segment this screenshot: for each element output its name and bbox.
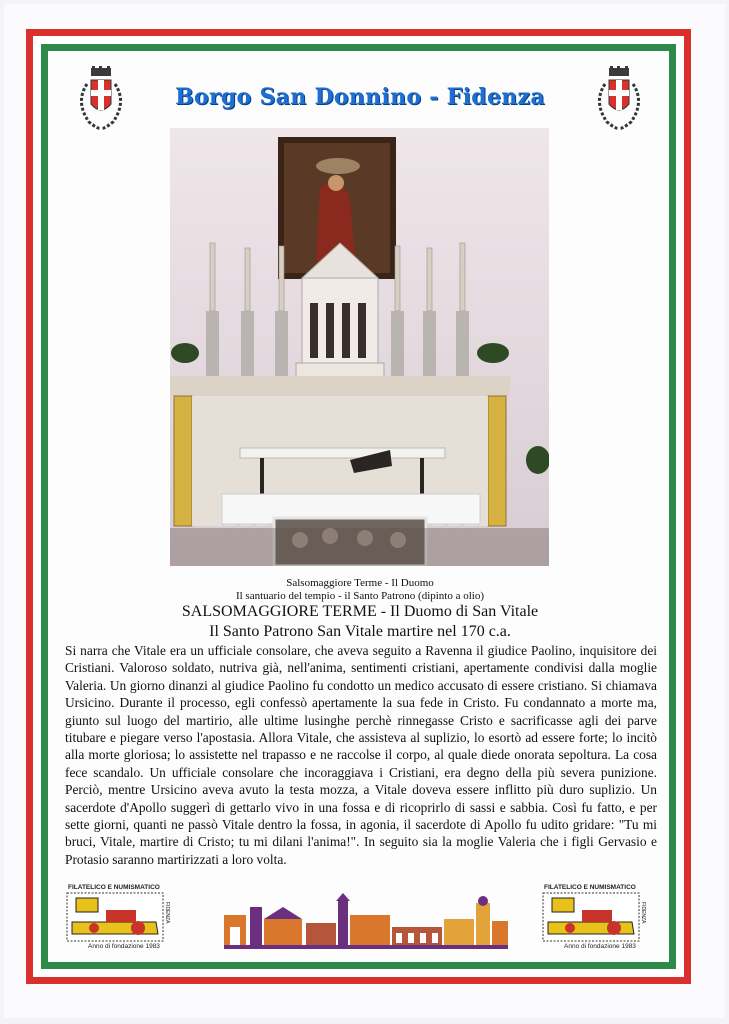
stamp-header-text: FILATELICO E NUMISMATICO <box>544 884 636 891</box>
city-crest-icon <box>71 66 131 138</box>
stamp-header-text: FILATELICO E NUMISMATICO <box>68 884 160 891</box>
stamp-footer-text: Anno di fondazione 1983 <box>564 943 636 950</box>
photo-caption-line1: Salsomaggiore Terme - Il Duomo <box>286 577 434 589</box>
train-stamp-icon <box>66 892 182 944</box>
stamp-side-text: FIDENZA <box>640 902 646 924</box>
city-skyline-icon <box>224 893 508 949</box>
photo-caption-line2: Il santuario del tempio - il Santo Patrono (dipinto a olio) <box>235 590 485 602</box>
section-subheading: Il Santo Patrono San Vitale martire nel 170 c.a. <box>209 623 511 640</box>
section-heading: SALSOMAGGIORE TERME - Il Duomo di San Vitale <box>181 603 539 620</box>
stamp-side-text: FIDENZA <box>164 902 170 924</box>
page-title: Borgo San Donnino - Fidenza <box>175 84 545 110</box>
story-paragraph: Si narra che Vitale era un ufficiale consolare, che aveva seguito a Ravenna il giudice Paolino, inquisitore dei Cristiani. Valoroso soldato, nutriva già, nell'anima, sentimenti cristiani, apertamente condivisi dalla moglie Valeria. Un giorno dinanzi al giudice Paolino fu condotto un medico accusato di essere cristiano. Si chiamava Ursicino. Durante il processo, egli confessò apertamente la sua fede in Cristo. Fu condannato a morte ma, giunto sul luogo del martirio, alle ultime lusinghe perchè rinnegasse Cristo e sacrificasse agli dei parve titubare e piegare verso l'apostasia. Allora Vitale, che assisteva al suplizio, lo esortò ad essere forte; lo incitò alla morte gloriosa; lo assistette nel trapasso e ne raccolse il corpo, al quale diede onorata sepoltura. La cosa fece scandalo. Un ufficiale consolare che incoraggiava i Cristiani, era degno della più severa punizione. Perciò, mentre Ursicino aveva avuto la testa mozza, a Vitale doveva essere inflitto più duro suplizio. Un sacerdote d'Apollo suggerì di gettarlo vivo in una fossa e di ricoprirlo di sassi e sabbia. Così fu fatto, e per sette giorni, quanti ne passò Vitale dentro la fossa, in agonia, il sacerdote di Apollo fu udito gridare: "Tu mi bruci, Vitale, martire di Cristo; tu mi dilani l'anima!". In seguito sia la moglie Valeria che i figli Gervasio e Protasio saranno martirizzati a loro volta. <box>65 643 657 867</box>
train-stamp-icon <box>542 892 658 944</box>
philatelic-stamp-left <box>66 884 182 952</box>
stamp-footer-text: Anno di fondazione 1983 <box>88 943 160 950</box>
city-crest-icon <box>589 66 649 138</box>
altar-photo <box>170 128 549 566</box>
philatelic-stamp-right <box>542 884 658 952</box>
